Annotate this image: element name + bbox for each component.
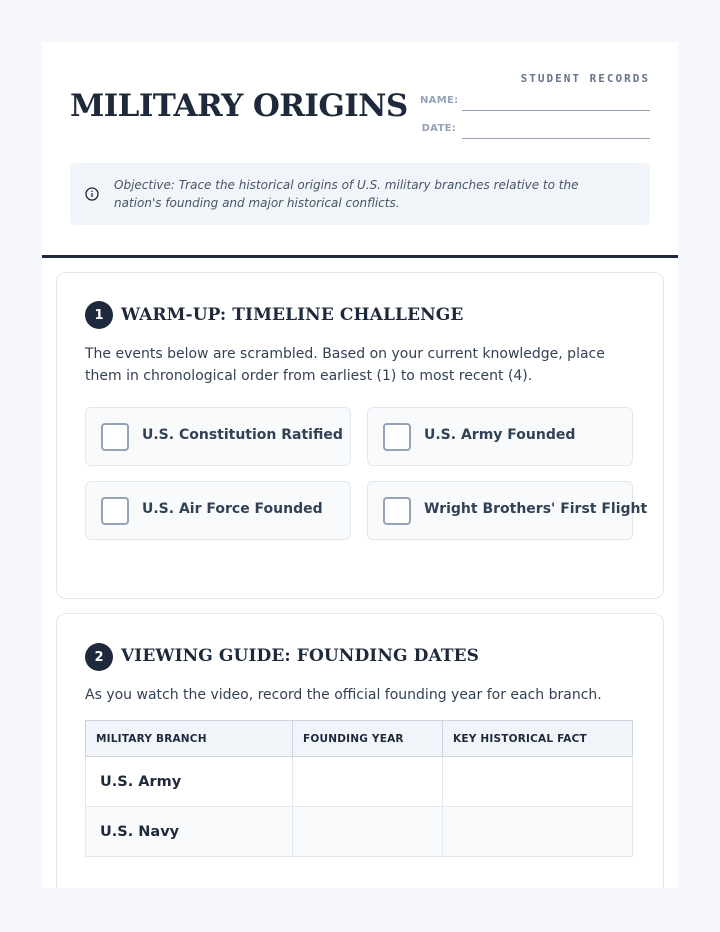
fact-cell[interactable] — [443, 807, 633, 857]
page-title: MILITARY ORIGINS — [70, 88, 408, 124]
checkbox[interactable] — [383, 423, 411, 451]
branch-cell: U.S. Army — [86, 757, 293, 807]
option-label: U.S. Constitution Ratified — [142, 427, 343, 443]
checkbox[interactable] — [101, 497, 129, 525]
name-line[interactable] — [462, 110, 650, 111]
student-records-label: STUDENT RECORDS — [520, 72, 650, 85]
column-header: KEY HISTORICAL FACT — [443, 721, 633, 757]
column-header: FOUNDING YEAR — [293, 721, 443, 757]
table-row — [86, 807, 633, 857]
name-label: NAME: — [420, 95, 459, 106]
section-description: The events below are scrambled. Based on your current knowledge, place them in chronological order from earliest (1) to most recent (4). — [85, 346, 605, 384]
section-number-badge: 2 — [85, 643, 113, 671]
timeline-option[interactable] — [367, 481, 648, 540]
date-field[interactable] — [420, 120, 650, 140]
timeline-option[interactable] — [367, 407, 633, 466]
name-field[interactable] — [420, 92, 650, 112]
fact-cell[interactable] — [443, 757, 633, 807]
checkbox[interactable] — [101, 423, 129, 451]
info-icon — [85, 187, 99, 201]
section-timeline-challenge — [56, 272, 664, 599]
section-title: WARM-UP: TIMELINE CHALLENGE — [121, 305, 464, 325]
checkbox[interactable] — [383, 497, 411, 525]
section-number-badge: 1 — [85, 301, 113, 329]
date-line[interactable] — [462, 138, 650, 139]
branch-cell: U.S. Navy — [86, 807, 293, 857]
objective-box — [70, 163, 650, 225]
table-header-row — [86, 721, 633, 757]
timeline-option[interactable] — [85, 481, 351, 540]
worksheet-header — [42, 42, 678, 258]
date-label: DATE: — [421, 123, 456, 134]
option-label: U.S. Air Force Founded — [142, 501, 323, 517]
timeline-option[interactable] — [85, 407, 351, 466]
column-header: MILITARY BRANCH — [86, 721, 293, 757]
year-cell[interactable] — [293, 807, 443, 857]
option-label: U.S. Army Founded — [424, 427, 576, 443]
section-description: As you watch the video, record the official founding year for each branch. — [85, 687, 602, 703]
founding-dates-table — [85, 720, 633, 857]
worksheet-sheet — [42, 42, 678, 888]
section-viewing-guide — [56, 613, 664, 888]
year-cell[interactable] — [293, 757, 443, 807]
option-label: Wright Brothers' First Flight — [424, 501, 648, 517]
section-title: VIEWING GUIDE: FOUNDING DATES — [121, 646, 480, 666]
objective-text: Objective: Trace the historical origins of U.S. military branches relative to the nation's founding and major historical conflicts. — [114, 178, 579, 210]
table-row — [86, 757, 633, 807]
